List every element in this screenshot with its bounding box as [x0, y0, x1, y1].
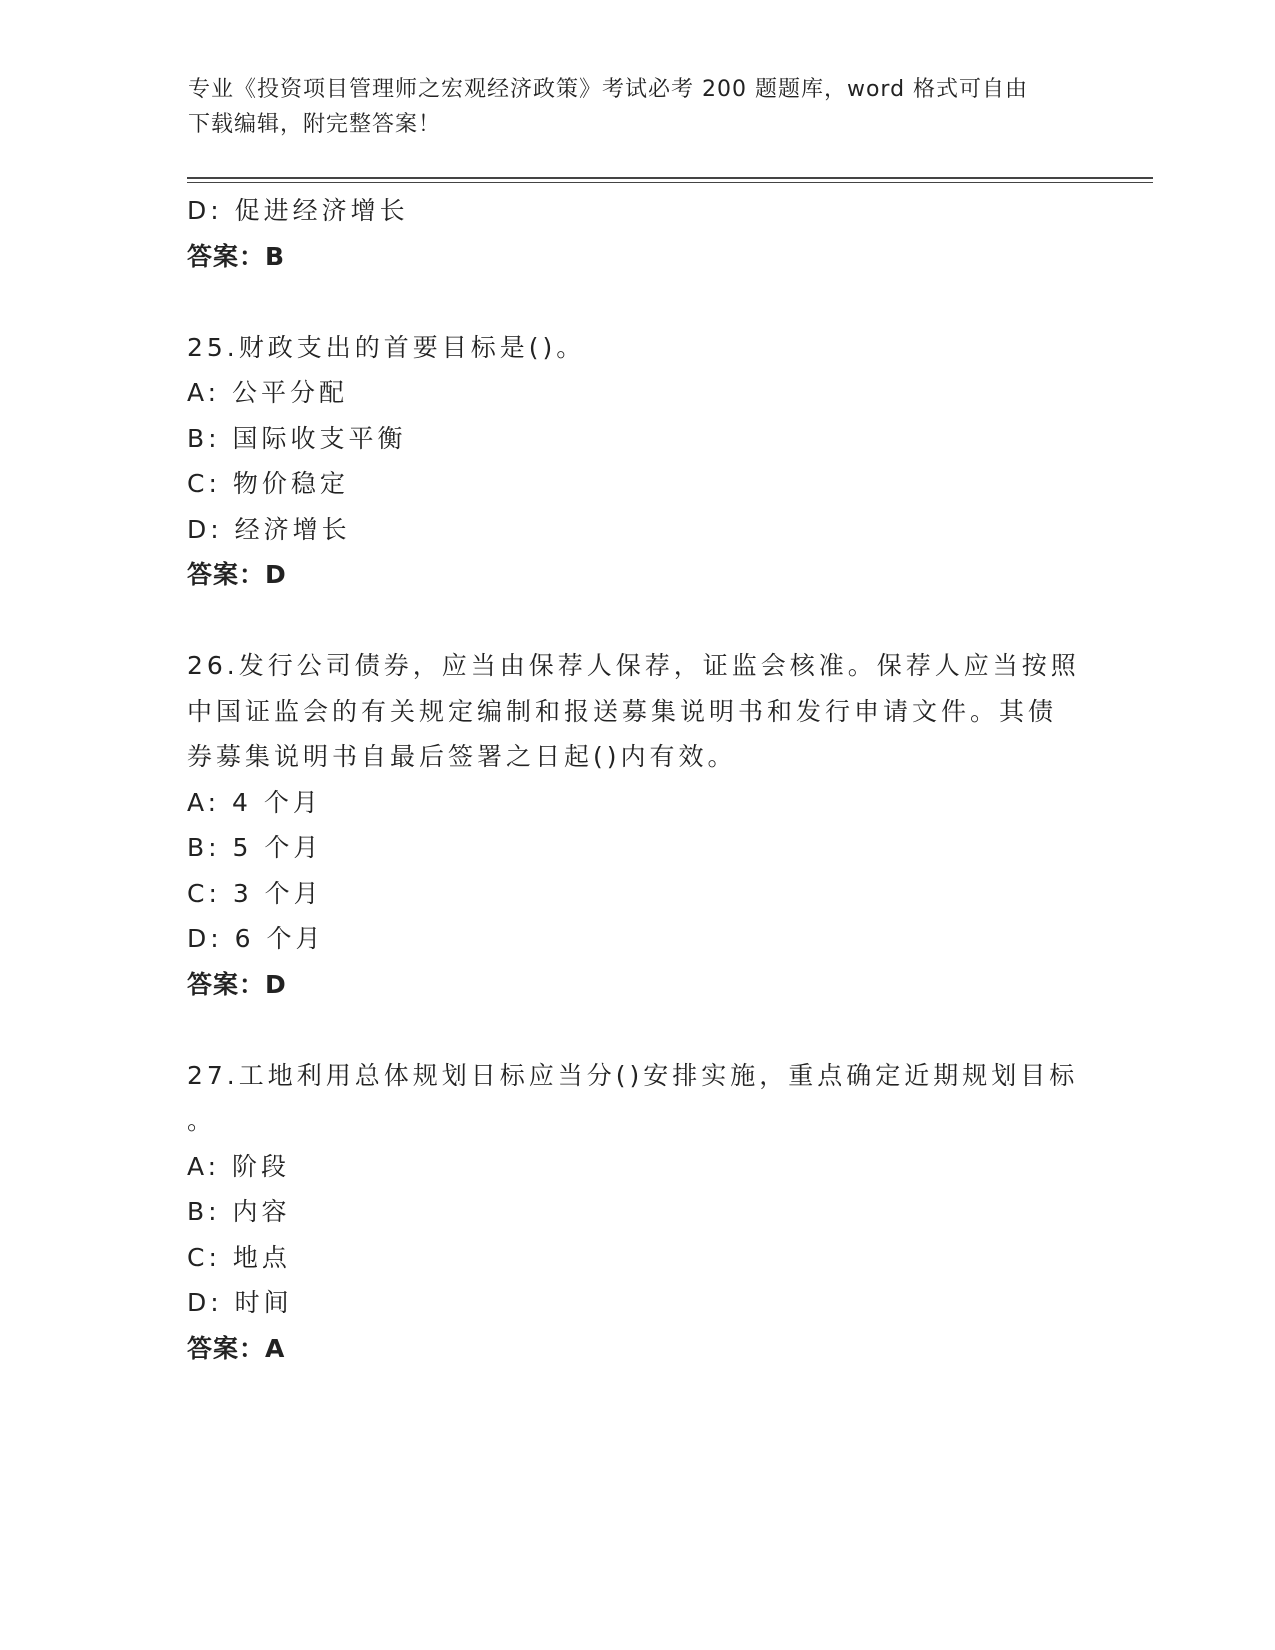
- spacer: [187, 279, 1087, 325]
- option-b: B: 内容: [187, 1197, 291, 1226]
- option-b: B: 国际收支平衡: [187, 423, 407, 453]
- question-text: 25.财政支出的首要目标是()。: [187, 332, 586, 362]
- option-a: A: 4 个月: [187, 787, 322, 817]
- option-c: C: 物价稳定: [187, 469, 349, 498]
- question-text-line-1: 27.工地利用总体规划日标应当分()安排实施，重点确定近期规划目标: [187, 1060, 1079, 1090]
- prev-answer: 答案：B: [187, 241, 286, 271]
- header-divider-thick: [187, 177, 1153, 179]
- question-text-line-2: 中国证监会的有关规定编制和报送募集说明书和发行申请文件。其债: [187, 696, 1058, 726]
- option-a: A: 阶段: [187, 1151, 291, 1181]
- question-text-line-3: 券募集说明书自最后签署之日起()内有效。: [187, 742, 737, 771]
- spacer: [187, 1007, 1087, 1053]
- option-d: D: 经济增长: [187, 514, 351, 544]
- spacer: [187, 598, 1087, 644]
- question-26: [187, 643, 1087, 1007]
- document-header: [188, 72, 1068, 142]
- question-text-line-1: 26.发行公司债券，应当由保荐人保荐，证监会核准。保荐人应当按照: [187, 651, 1080, 680]
- header-line-2: 下载编辑，附完整答案！: [188, 112, 442, 137]
- answer: 答案：A: [187, 1333, 286, 1363]
- header-line-1: 专业《投资项目管理师之宏观经济政策》考试必考 200 题题库，word 格式可自由: [188, 77, 1029, 102]
- prev-option-d: D: 促进经济增长: [187, 196, 409, 225]
- question-27: [187, 1053, 1087, 1372]
- option-d: D: 时间: [187, 1288, 293, 1317]
- option-a: A: 公平分配: [187, 378, 349, 407]
- option-c: C: 3 个月: [187, 878, 323, 908]
- answer: 答案：D: [187, 560, 287, 589]
- answer: 答案：D: [187, 969, 287, 999]
- option-d: D: 6 个月: [187, 924, 325, 953]
- option-b: B: 5 个月: [187, 833, 323, 862]
- question-list: [187, 188, 1087, 1371]
- question-25: [187, 325, 1087, 598]
- question-text-line-2: 。: [187, 1106, 217, 1135]
- option-c: C: 地点: [187, 1242, 291, 1272]
- header-divider-thin: [187, 182, 1153, 183]
